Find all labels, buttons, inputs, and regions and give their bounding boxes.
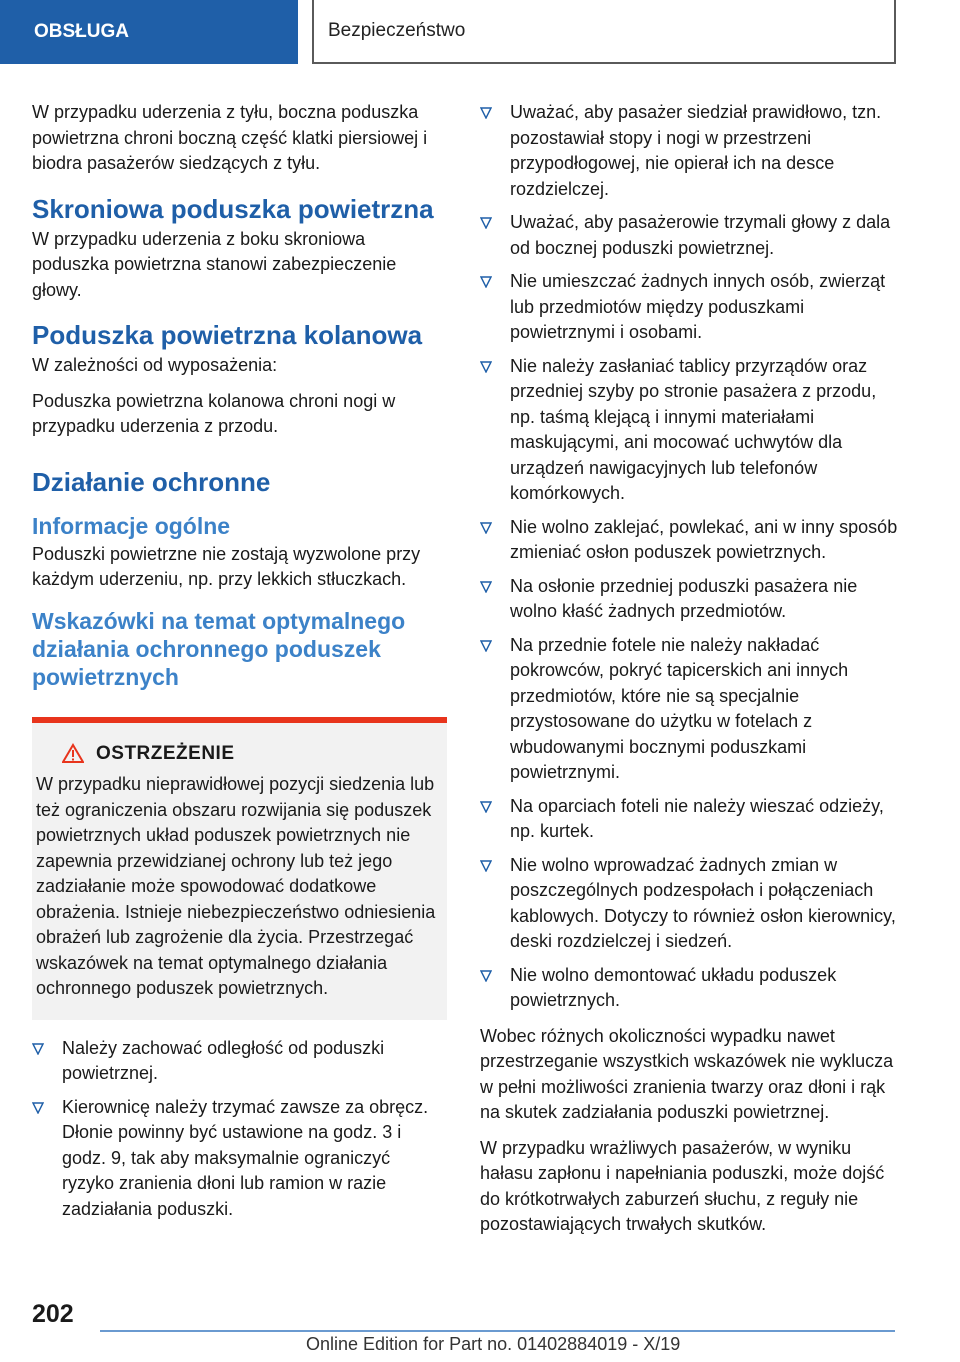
- knee-airbag-paragraph-2: Poduszka powietrzna kolanowa chroni nogi w przypadku uderzenia z przodu.: [32, 390, 396, 436]
- list-item-text: Uważać, aby pasażer siedział prawidłowo, tzn. pozostawiał stopy i nogi w przestrzeni przypodłogowej, nie opierał ich na desce rozdzielczej.: [510, 102, 882, 199]
- bullet-triangle-icon: [480, 217, 492, 229]
- bullet-triangle-icon: [480, 801, 492, 813]
- left-column: [32, 100, 447, 1232]
- list-item: [480, 853, 898, 955]
- list-item-text: Nie wolno zaklejać, powlekać, ani w inny sposób zmieniać osłon poduszek powietrznych.: [510, 516, 898, 562]
- header-chapter-label: Bezpieczeństwo: [328, 20, 466, 41]
- page-number: 202: [32, 1300, 74, 1328]
- list-item-text: Nie wolno demontować układu poduszek powietrznych.: [510, 964, 837, 1010]
- warning-triangle-icon: [62, 743, 84, 763]
- bullet-triangle-icon: [480, 522, 492, 534]
- bullet-triangle-icon: [480, 107, 492, 119]
- heading-general-info: Informacje ogólne: [32, 512, 231, 539]
- closing-paragraph-2: W przypadku wrażliwych pasażerów, w wyniku hałasu zapłonu i napełniania poduszki, może dojść do krótkotrwałych zaburzeń słuchu, z reguły nie pozostawiających trwałych skutków.: [480, 1137, 885, 1234]
- right-bullet-list: [480, 100, 898, 1014]
- bullet-triangle-icon: [480, 970, 492, 982]
- general-info-paragraph: Poduszki powietrzne nie zostają wyzwolone przy każdym uderzeniu, np. przy lekkich stłuczkach.: [32, 543, 421, 589]
- bullet-triangle-icon: [480, 361, 492, 373]
- list-item-text: Nie należy zasłaniać tablicy przyrządów oraz przedniej szyby po stronie pasażera z przodu, np. taśmą klejącą i innymi materiałami maskującymi, ani mocować uchwytów dla urządzeń nawigacyjnych lub telefonów komórkowych.: [510, 355, 877, 503]
- list-item: [32, 1095, 447, 1223]
- bullet-triangle-icon: [480, 860, 492, 872]
- list-item: [480, 515, 898, 566]
- left-bullet-list: [32, 1036, 447, 1223]
- warning-text: W przypadku nieprawidłowej pozycji siedzenia lub też ograniczenia obszaru rozwijania się poduszek powietrznych układ poduszek powietrznych nie zapewnia przewidzianej ochrony lub też jego zadziałanie może spowodować dodatkowe obrażenia. Istnieje niebezpieczeństwo odniesienia obrażeń lub zagrożenie dla życia. Przestrzegać wskazówek na temat optymalnego działania ochronnego poduszek powietrznych.: [36, 774, 436, 998]
- list-item: [480, 794, 898, 845]
- intro-paragraph: W przypadku uderzenia z tyłu, boczna poduszka powietrzna chroni boczną część klatki piersiowej i biodra pasażerów siedzących z tyłu.: [32, 102, 428, 173]
- bullet-triangle-icon: [480, 581, 492, 593]
- warning-title: OSTRZEŻENIE: [96, 742, 235, 764]
- list-item-text: Nie umieszczać żadnych innych osób, zwierząt lub przedmiotów między poduszkami powietrznymi i osobami.: [510, 271, 886, 342]
- list-item-text: Na przednie fotele nie należy nakładać pokrowców, pokryć tapicerskich ani innych przedmiotów, które nie są specjalnie przystosowane do użytku w fotelach z wbudowanymi bocznymi poduszkami powietrznymi.: [510, 634, 849, 782]
- list-item: [480, 210, 898, 261]
- list-item: [480, 963, 898, 1014]
- list-item-text: Kierownicę należy trzymać zawsze za obręcz. Dłonie powinny być ustawione na godz. 3 i godz. 9, tak aby maksymalnie ograniczyć ryzyko zranienia dłoni lub ramion w razie zadziałania poduszki.: [62, 1096, 429, 1219]
- heading-protective-action: Działanie ochronne: [32, 466, 271, 497]
- header-section-tab: [0, 0, 298, 64]
- list-item-text: Uważać, aby pasażerowie trzymali głowy z dala od bocznej poduszki powietrznej.: [510, 212, 891, 258]
- footer-divider: [100, 1330, 895, 1332]
- bullet-triangle-icon: [480, 276, 492, 288]
- list-item: [480, 269, 898, 346]
- header-chapter-tab: [312, 0, 896, 64]
- list-item: [480, 354, 898, 507]
- list-item-text: Należy zachować odległość od poduszki powietrznej.: [62, 1037, 385, 1083]
- knee-airbag-paragraph-1: W zależności od wyposażenia:: [32, 355, 278, 375]
- list-item: [480, 633, 898, 786]
- warning-box: [32, 717, 447, 1020]
- footer-edition-text: Online Edition for Part no. 01402884019 - X/19: [306, 1334, 681, 1354]
- bullet-triangle-icon: [32, 1043, 44, 1055]
- warning-header: [36, 741, 437, 767]
- list-item: [480, 574, 898, 625]
- header-section-label: OBSŁUGA: [34, 21, 129, 42]
- right-column: [480, 100, 898, 1248]
- list-item: [480, 100, 898, 202]
- list-item-text: Na oparciach foteli nie należy wieszać odzieży, np. kurtek.: [510, 795, 884, 841]
- list-item-text: Nie wolno wprowadzać żadnych zmian w poszczególnych podzespołach i połączeniach kablowych. Dotyczy to również osłon kierownicy, deski rozdzielczej i siedzeń.: [510, 854, 896, 951]
- closing-paragraph-1: Wobec różnych okoliczności wypadku nawet przestrzeganie wszystkich wskazówek nie wyklucza w pełni możliwości zranienia twarzy oraz dłoni i rąk na skutek zadziałania poduszki powietrznej.: [480, 1025, 894, 1122]
- curtain-airbag-paragraph: W przypadku uderzenia z boku skroniowa poduszka powietrzna stanowi zabezpieczenie głowy.: [32, 228, 397, 300]
- heading-knee-airbag: Poduszka powietrzna kolanowa: [32, 320, 423, 350]
- list-item: [32, 1036, 447, 1087]
- heading-curtain-airbag: Skroniowa poduszka powietrzna: [32, 193, 434, 224]
- bullet-triangle-icon: [480, 640, 492, 652]
- list-item-text: Na osłonie przedniej poduszki pasażera nie wolno kłaść żadnych przedmiotów.: [510, 575, 858, 621]
- heading-optimal-protection-tips: Wskazówki na temat optymalnego działania ochronnego poduszek powietrznych: [32, 607, 406, 690]
- bullet-triangle-icon: [32, 1102, 44, 1114]
